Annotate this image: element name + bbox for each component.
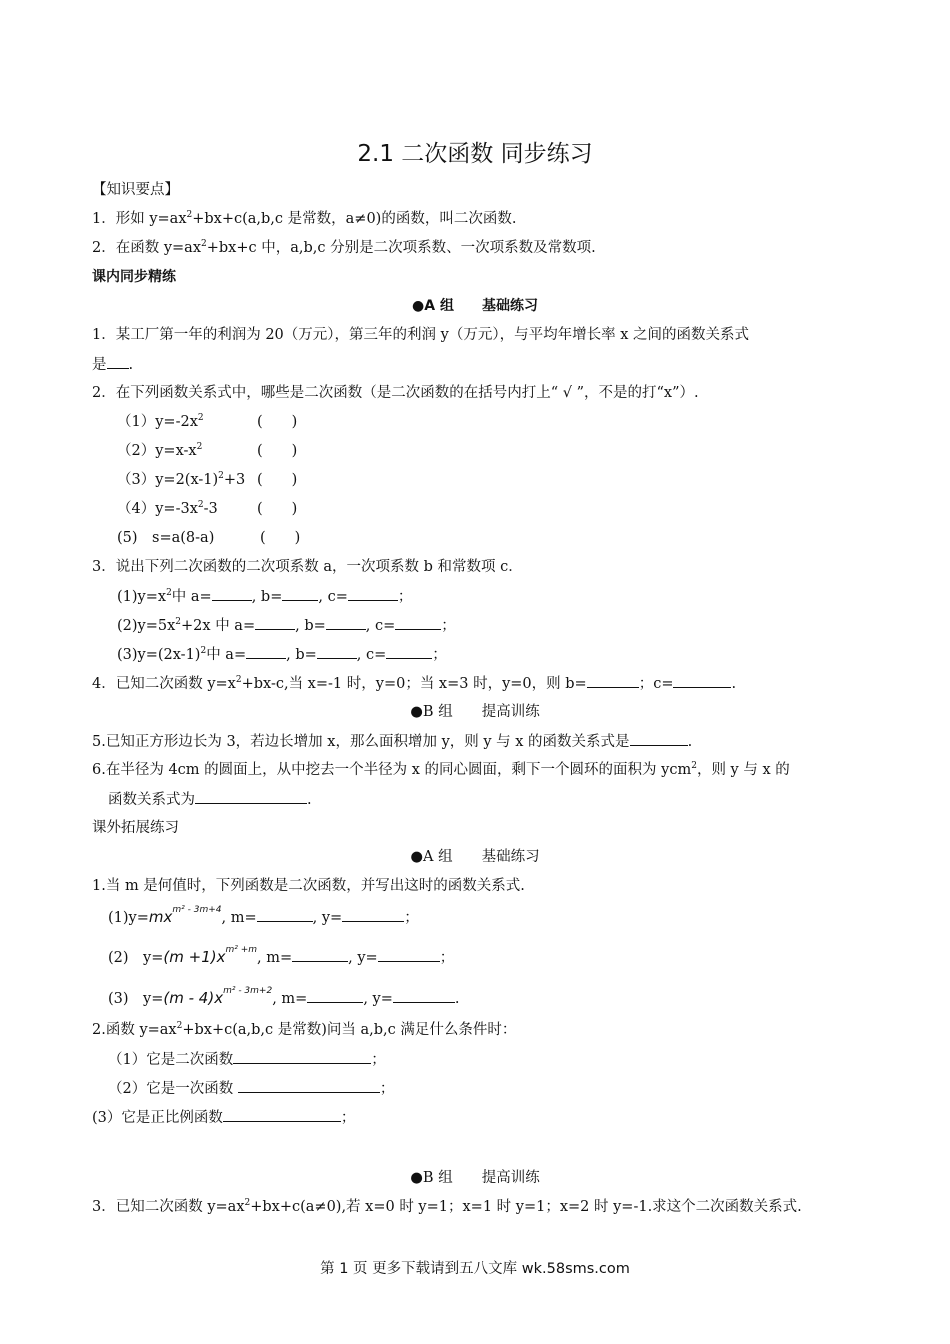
answer-blank[interactable]	[238, 1078, 380, 1093]
s2-q3: 3．已知二次函数 $y=ax^2+bx+c(a\ne 0)$,若 x=0 时 y=1；x=1 时 y=1；x=2 时 y=-1.求这个二次函数关系式.	[92, 1198, 802, 1215]
s2-q2-item-1: （1）它是二次函数 ；	[108, 1049, 950, 1070]
s2-q1-item-3: (3) $y=(m - 4)x^{m^2 - 3m+2}$, m= , y= .	[108, 986, 460, 1007]
s2-q2-item-3: (3）它是正比例函数 ；	[92, 1107, 950, 1128]
answer-blank[interactable]	[342, 907, 404, 922]
answer-blank[interactable]	[630, 731, 688, 746]
answer-blank[interactable]	[326, 615, 366, 630]
s1-q5: 5.已知正方形边长为 3，若边长增加 x，那么面积增加 y，则 y 与 x 的函数关系式是 .	[92, 731, 950, 752]
s2-q1-item-2: (2) $y=(m +1)x^{m^2 +m}$, m= , y= ；	[108, 945, 455, 966]
answer-blank[interactable]	[257, 907, 313, 922]
answer-blank[interactable]	[233, 1049, 371, 1064]
s1-q1-line2: 是 .	[92, 354, 950, 375]
answer-blank[interactable]	[107, 354, 129, 369]
math-expression: $mx^{m^2 - 3m+4}$	[148, 905, 222, 926]
s1-q2: 2．在下列函数关系式中，哪些是二次函数（是二次函数的在括号内打上“ √ ”，不是的打“x”）.	[92, 385, 699, 401]
knowledge-point-1: 1．形如 $y=ax^2+bx+c(a,b,c$ 是常数，a≠0)的函数，叫二次函数.	[92, 210, 517, 227]
answer-paren[interactable]: ( )	[257, 414, 298, 430]
s1-q3-item-1: $(1)y=x^2$中 a= , b= , c= ；	[117, 586, 950, 607]
answer-blank[interactable]	[587, 673, 639, 688]
answer-blank[interactable]	[282, 586, 318, 601]
section1-header: 课内同步精练	[92, 269, 176, 285]
answer-blank[interactable]	[393, 988, 455, 1003]
s2-q2: 2.函数 $y=ax^2+bx+c(a,b,c$ 是常数)问当 a,b,c 满足什么条件时：	[92, 1021, 517, 1038]
s1-q2-item-1: $(1)y=-2x^2$ ( )	[117, 413, 298, 430]
answer-paren[interactable]: ( )	[257, 443, 298, 459]
page-footer: 第 1 页 更多下载请到五八文库 wk.58sms.com	[320, 1261, 630, 1277]
s1-q4: 4．已知二次函数 $y=x^2+bx-c$,当 x=-1 时，y=0；当 x=3 时，y=0，则 b= ；c= .	[92, 673, 950, 694]
answer-blank[interactable]	[673, 673, 731, 688]
answer-blank[interactable]	[348, 586, 398, 601]
answer-paren[interactable]: ( )	[257, 472, 298, 488]
s1-q6-line2: 函数关系式为 .	[108, 789, 950, 810]
section1-group-a: ●A 组 基础练习	[412, 298, 538, 314]
s1-q2-item-3: $(3)y=2(x-1)^2+3$ ( )	[117, 471, 298, 488]
s2-q1: 1.当 m 是何值时，下列函数是二次函数，并写出这时的函数关系式.	[92, 878, 525, 894]
answer-blank[interactable]	[292, 947, 348, 962]
s1-q2-item-2: $(2)y=x-x^2$ ( )	[117, 442, 298, 459]
math-expression: $(m +1)x^{m^2 +m}$	[163, 945, 258, 966]
s1-q2-item-5: (5) s=a(8-a) ( )	[117, 530, 301, 546]
answer-blank[interactable]	[307, 988, 363, 1003]
answer-paren[interactable]: ( )	[257, 501, 298, 517]
section2-group-a: ●A 组 基础练习	[410, 849, 540, 865]
section2-group-b: ●B 组 提高训练	[410, 1170, 540, 1186]
section2-header: 课外拓展练习	[92, 820, 179, 836]
s1-q6-line1: 6.在半径为 4cm 的圆面上，从中挖去一个半径为 x 的同心圆面，剩下一个圆环的面积为 ycm$^2$，则 y 与 x 的	[92, 761, 790, 778]
section1-group-b: ●B 组 提高训练	[410, 704, 540, 720]
answer-paren[interactable]: ( )	[260, 530, 301, 546]
answer-blank[interactable]	[395, 615, 441, 630]
s1-q3-item-3: $(3)y=(2x-1)^2$中 a= , b= , c= ；	[117, 644, 950, 665]
s2-q1-item-1: $(1)y=mx^{m^2 - 3m+4}$, m= , y= ；	[108, 905, 419, 926]
answer-blank[interactable]	[255, 615, 295, 630]
answer-blank[interactable]	[223, 1107, 341, 1122]
s1-q3-item-2: $(2)y=5x^2+2x$ 中 a= , b= , c= ；	[117, 615, 950, 636]
knowledge-header: 【知识要点】	[92, 182, 179, 198]
s1-q3: 3．说出下列二次函数的二次项系数 a，一次项系数 b 和常数项 c．	[92, 559, 523, 575]
answer-blank[interactable]	[378, 947, 440, 962]
answer-blank[interactable]	[195, 789, 307, 804]
math-expression: $(m - 4)x^{m^2 - 3m+2}$	[163, 986, 273, 1007]
s2-q2-item-2: （2）它是一次函数 ；	[108, 1078, 950, 1099]
s1-q2-item-4: $(4)y=-3x^2-3$ ( )	[117, 500, 298, 517]
page-title: 2.1 二次函数 同步练习	[357, 141, 593, 167]
answer-blank[interactable]	[246, 644, 286, 659]
answer-blank[interactable]	[317, 644, 357, 659]
answer-blank[interactable]	[212, 586, 252, 601]
answer-blank[interactable]	[386, 644, 432, 659]
knowledge-point-2: 2．在函数 $y=ax^2+bx+c$ 中，a,b,c 分别是二次项系数、一次项系数及常数项.	[92, 239, 596, 256]
s1-q1-line1: 1．某工厂第一年的利润为 20（万元），第三年的利润 y（万元），与平均年增长率 x 之间的函数关系式	[92, 327, 749, 343]
